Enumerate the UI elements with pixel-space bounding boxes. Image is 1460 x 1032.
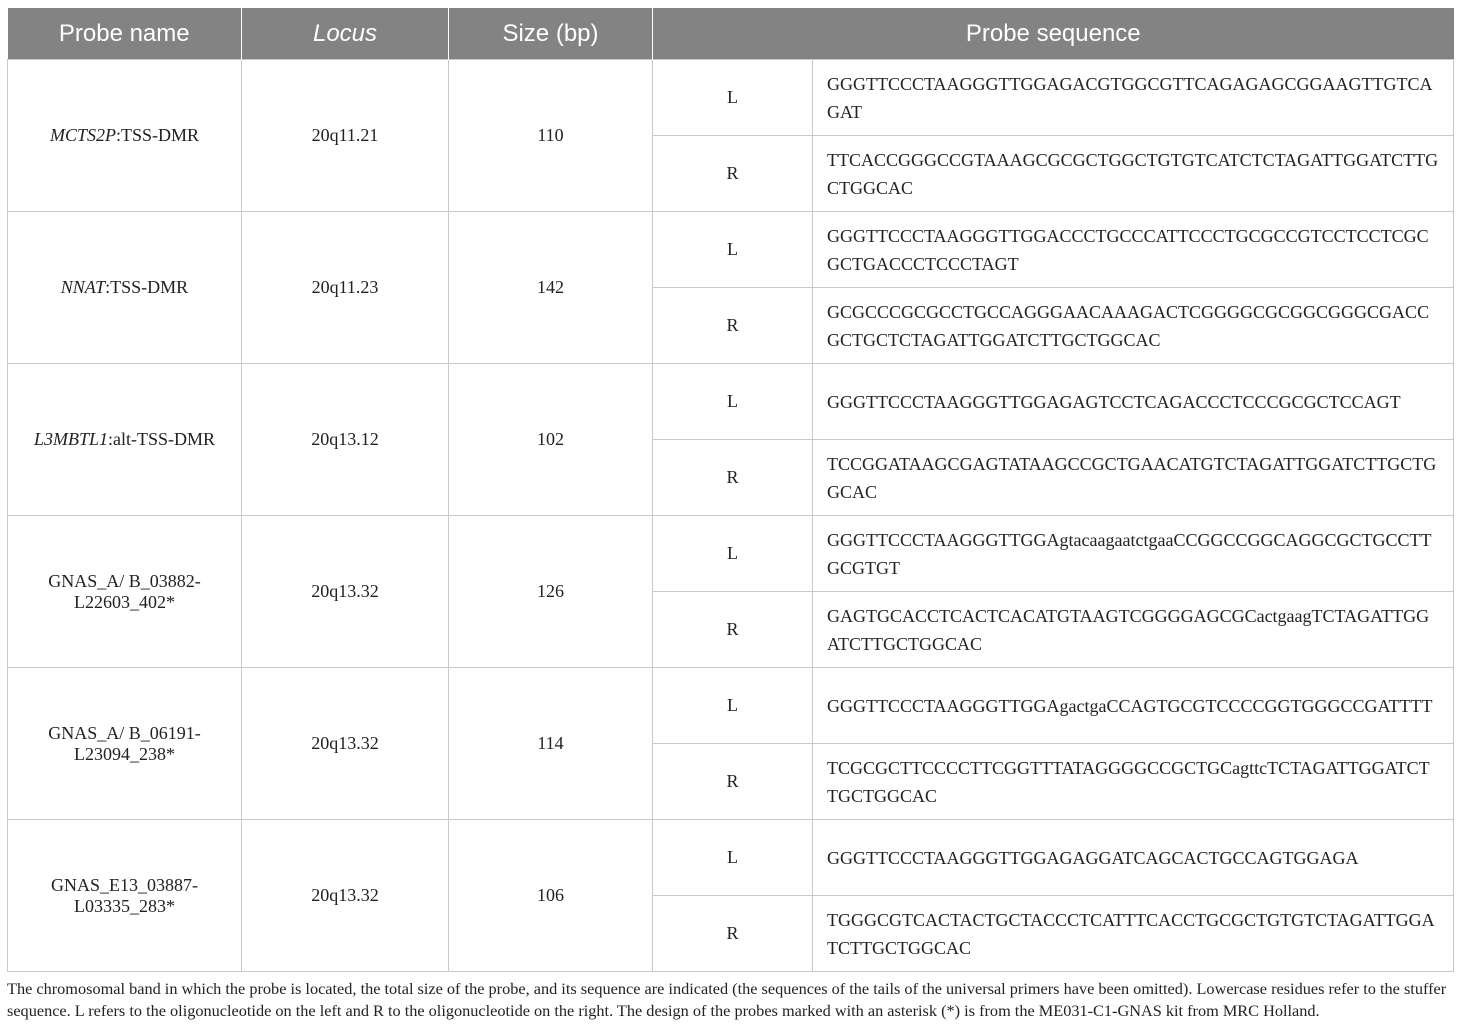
sequence-cell: GGGTTCCCTAAGGGTTGGACCCTGCCCATTCCCTGCGCCGTCCTCCTCGCGCTGACCCTCCCTAGT	[813, 212, 1454, 288]
sequence-cell: TGGGCGTCACTACTGCTACCCTCATTTCACCTGCGCTGTGTCTAGATTGGATCTTGCTGGCAC	[813, 896, 1454, 972]
probe-name-cell	[8, 364, 242, 516]
table-row	[8, 212, 1454, 288]
table-header-row	[8, 8, 1454, 60]
sequence-cell: TCGCGCTTCCCCTTCGGTTTATAGGGGCCGCTGCagttcTCTAGATTGGATCTTGCTGGCAC	[813, 744, 1454, 820]
table-row	[8, 60, 1454, 136]
probe-name-cell	[8, 212, 242, 364]
oligo-side-label: R	[653, 288, 813, 364]
size-cell: 106	[449, 820, 653, 972]
locus-cell: 20q13.12	[242, 364, 449, 516]
sequence-cell: TTCACCGGGCCGTAAAGCGCGCTGGCTGTGTCATCTCTAGATTGGATCTTGCTGGCAC	[813, 136, 1454, 212]
oligo-side-label: R	[653, 592, 813, 668]
sequence-cell: GGGTTCCCTAAGGGTTGGAGAGTCCTCAGACCCTCCCGCGCTCCAGT	[813, 364, 1454, 440]
size-cell: 102	[449, 364, 653, 516]
oligo-side-label: R	[653, 896, 813, 972]
probe-name-suffix: GNAS_E13_03887- L03335_283*	[51, 874, 198, 916]
size-cell: 142	[449, 212, 653, 364]
table-footnote: The chromosomal band in which the probe is located, the total size of the probe, and its sequence are indicated (the sequences of the tails of the universal primers have been omitted). Lowercase residues refer to the stuffer sequence. L refers to the oligonucleotide on the left and R to the oligonucleotide on the right. The design of the probes marked with an asterisk (*) is from the ME031-C1-GNAS kit from MRC Holland.	[7, 979, 1447, 1020]
header-size: Size (bp)	[449, 8, 653, 60]
table-row	[8, 516, 1454, 592]
gene-name: L3MBTL1	[33, 429, 108, 449]
locus-cell: 20q11.23	[242, 212, 449, 364]
gene-name: NNAT	[60, 277, 106, 297]
oligo-side-label: R	[653, 440, 813, 516]
probe-name-suffix: :alt-TSS-DMR	[108, 429, 216, 449]
sequence-cell: TCCGGATAAGCGAGTATAAGCCGCTGAACATGTCTAGATTGGATCTTGCTGGCAC	[813, 440, 1454, 516]
probe-table	[7, 8, 1454, 972]
oligo-side-label: R	[653, 136, 813, 212]
probe-name-suffix: :TSS-DMR	[105, 277, 189, 297]
sequence-cell: GAGTGCACCTCACTCACATGTAAGTCGGGGAGCGCactgaagTCTAGATTGGATCTTGCTGGCAC	[813, 592, 1454, 668]
gene-name: MCTS2P	[49, 125, 116, 145]
probe-name-cell	[8, 60, 242, 212]
oligo-side-label: L	[653, 820, 813, 896]
oligo-side-label: L	[653, 212, 813, 288]
sequence-cell: GGGTTCCCTAAGGGTTGGAgtacaagaatctgaaCCGGCCGGCAGGCGCTGCCTTGCGTGT	[813, 516, 1454, 592]
sequence-cell: GCGCCCGCGCCTGCCAGGGAACAAAGACTCGGGGCGCGGCGGGCGACCGCTGCTCTAGATTGGATCTTGCTGGCAC	[813, 288, 1454, 364]
oligo-side-label: L	[653, 668, 813, 744]
locus-cell: 20q13.32	[242, 668, 449, 820]
sequence-cell: GGGTTCCCTAAGGGTTGGAGACGTGGCGTTCAGAGAGCGGAAGTTGTCAGAT	[813, 60, 1454, 136]
table-row	[8, 820, 1454, 896]
probe-name-suffix: GNAS_A/ B_03882-L22603_402*	[48, 570, 201, 612]
oligo-side-label: L	[653, 364, 813, 440]
probe-name-cell	[8, 516, 242, 668]
size-cell: 114	[449, 668, 653, 820]
table-row	[8, 364, 1454, 440]
size-cell: 110	[449, 60, 653, 212]
locus-cell: 20q11.21	[242, 60, 449, 212]
header-probe-name: Probe name	[8, 8, 242, 60]
oligo-side-label: L	[653, 516, 813, 592]
header-probe-sequence: Probe sequence	[653, 8, 1454, 60]
probe-name-cell	[8, 668, 242, 820]
size-cell: 126	[449, 516, 653, 668]
locus-cell: 20q13.32	[242, 820, 449, 972]
probe-name-suffix: GNAS_A/ B_06191-L23094_238*	[48, 722, 201, 764]
table-row	[8, 668, 1454, 744]
probe-name-cell	[8, 820, 242, 972]
header-locus: Locus	[242, 8, 449, 60]
probe-name-suffix: :TSS-DMR	[115, 125, 200, 145]
oligo-side-label: L	[653, 60, 813, 136]
oligo-side-label: R	[653, 744, 813, 820]
sequence-cell: GGGTTCCCTAAGGGTTGGAgactgaCCAGTGCGTCCCCGGTGGGCCGATTTT	[813, 668, 1454, 744]
locus-cell: 20q13.32	[242, 516, 449, 668]
sequence-cell: GGGTTCCCTAAGGGTTGGAGAGGATCAGCACTGCCAGTGGAGA	[813, 820, 1454, 896]
